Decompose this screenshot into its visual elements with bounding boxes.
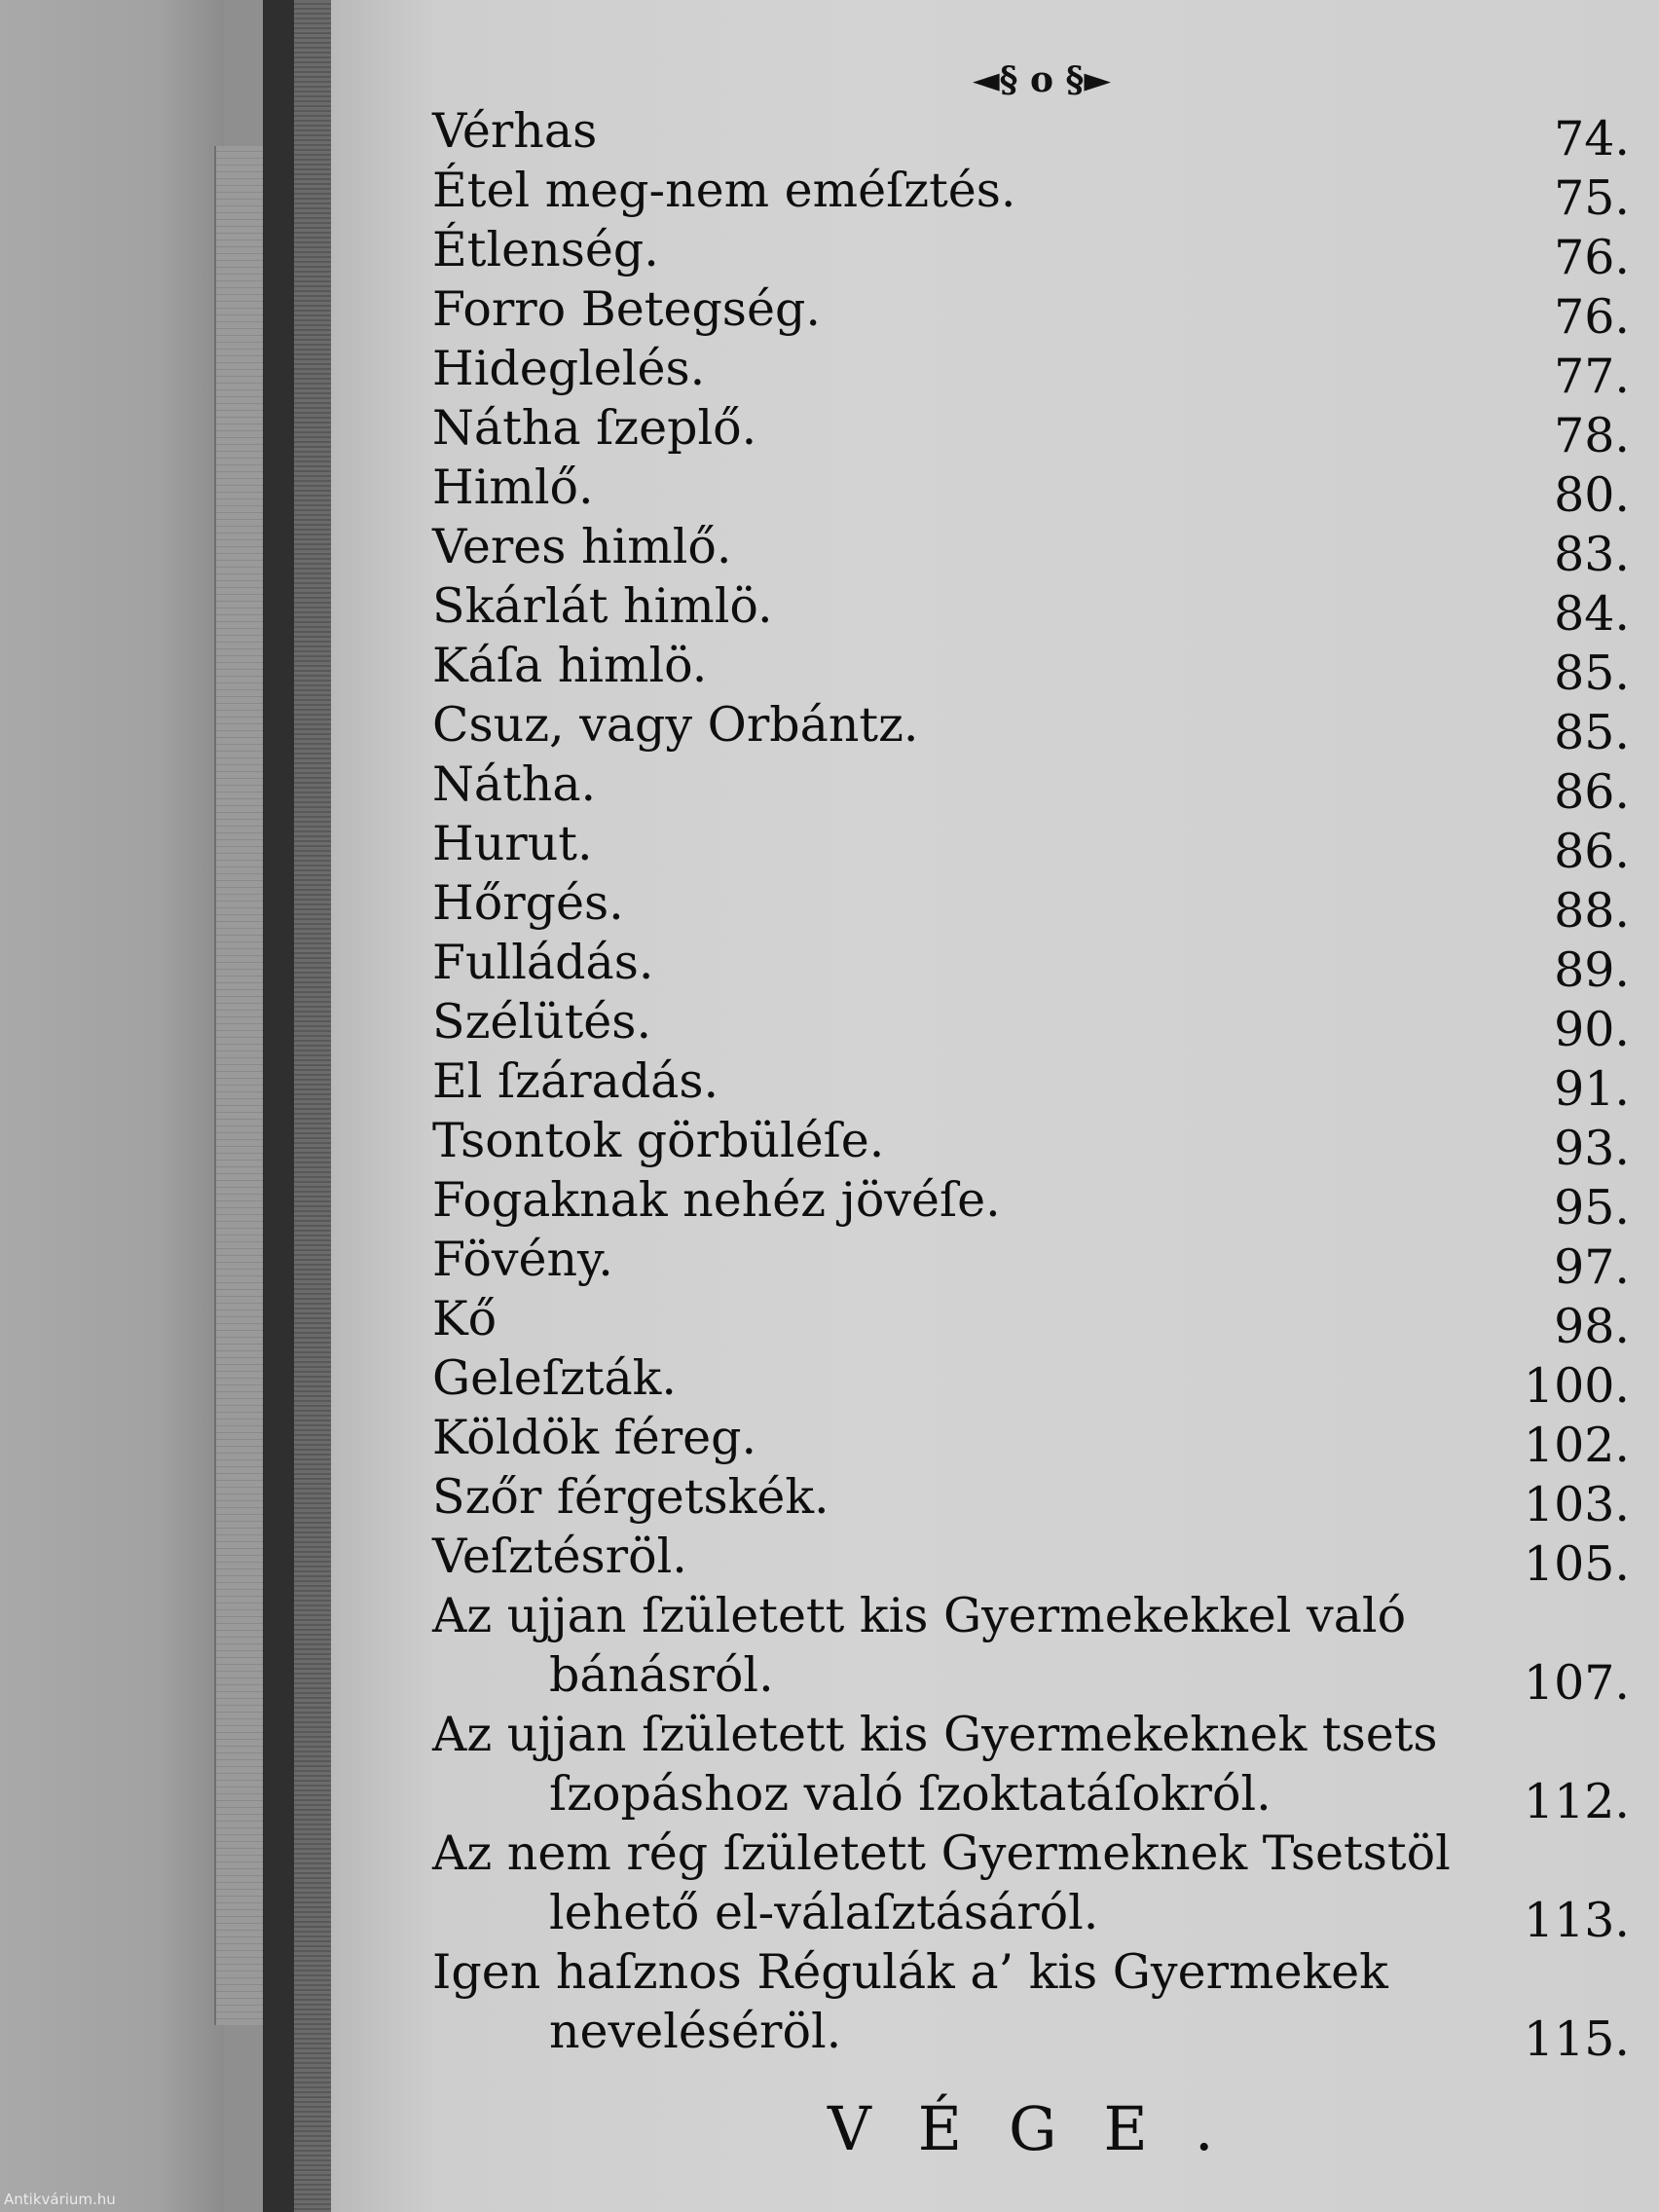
toc-entry-page: 91. [1554,1061,1630,1117]
toc-entry-page: 86. [1554,824,1630,879]
toc-entry-page: 84. [1554,586,1630,642]
toc-entry-title-continued: bánásról. [549,1647,774,1703]
toc-entry [432,339,1630,404]
toc-entry-title: Forro Betegség. [432,281,821,337]
toc-entry [432,458,1630,523]
toc-entry-page: 85. [1554,705,1630,760]
toc-entry-title-continued: neveléséröl. [549,2004,842,2059]
toc-entry-title: Veres himlő. [432,519,732,574]
toc-entry-title: Szélütés. [432,994,652,1050]
toc-entry [432,1348,1630,1414]
toc-entry [432,1051,1630,1117]
gutter-shadow [294,0,331,2212]
toc-entry-page: 75. [1554,170,1630,226]
toc-entry-title: El ſzáradás. [432,1053,719,1109]
toc-entry-title: Köldök féreg. [432,1410,757,1465]
watermark: Antikvárium.hu [4,2191,116,2208]
toc-entry-page: 88. [1554,883,1630,939]
toc-entry-title: Fulládás. [432,935,654,990]
toc-entry-title: Hideglelés. [432,341,706,396]
toc-entry-page: 95. [1554,1180,1630,1235]
toc-entry-page: 78. [1554,408,1630,463]
toc-entry-title: Skárlát himlö. [432,578,773,634]
toc-entry-title: Szőr férgetskék. [432,1469,830,1525]
toc-entry-page: 80. [1554,467,1630,523]
toc-entry-title: Étlenség. [432,222,659,277]
toc-entry [432,992,1630,1057]
toc-entry-title: Himlő. [432,460,594,515]
toc-entry-title: Az ujjan ſzületett kis Gyermekekkel való [432,1588,1407,1643]
table-of-contents [432,101,1630,2067]
toc-entry-multiline [432,1942,1630,2067]
toc-entry [432,220,1630,285]
toc-entry [432,1111,1630,1176]
toc-entry-title: Fogaknak nehéz jövéſe. [432,1172,1001,1228]
toc-entry-multiline [432,1705,1630,1829]
toc-entry-title: Nátha. [432,756,597,812]
left-page-edge [214,146,265,2025]
toc-entry-page: 77. [1554,349,1630,404]
toc-entry-page: 90. [1554,1002,1630,1057]
toc-entry-page: 85. [1554,645,1630,701]
page-ornament: ◄§ o §► [972,59,1112,100]
toc-entry-page: 89. [1554,942,1630,998]
toc-entry-page: 103. [1523,1477,1630,1532]
toc-entry-title: Tsontok görbüléſe. [432,1113,885,1168]
toc-entry-page: 76. [1554,230,1630,285]
toc-entry-title: Hőrgés. [432,875,624,931]
toc-entry-title: Veſztésröl. [432,1529,687,1584]
toc-entry-title: Vérhas [432,103,598,159]
toc-entry [432,1527,1630,1592]
toc-entry [432,755,1630,820]
toc-entry [432,1230,1630,1295]
toc-entry [432,279,1630,345]
toc-entry-page: 83. [1554,527,1630,582]
toc-entry-title: Kő [432,1291,498,1346]
toc-entry-page: 105. [1523,1536,1630,1592]
toc-entry-page: 113. [1523,1893,1630,1948]
toc-entry-multiline [432,1586,1630,1711]
toc-entry-page: 115. [1523,2011,1630,2067]
toc-entry [432,814,1630,879]
toc-entry [432,161,1630,226]
toc-entry-title: Fövény. [432,1232,613,1287]
toc-entry-page: 102. [1523,1418,1630,1473]
toc-entry [432,398,1630,463]
toc-entry-page: 112. [1523,1774,1630,1829]
toc-entry-title: Geleſzták. [432,1350,677,1406]
left-page [0,0,224,2212]
toc-entry-page: 74. [1554,111,1630,166]
toc-entry [432,1408,1630,1473]
toc-entry-page: 93. [1554,1121,1630,1176]
toc-entry-multiline [432,1824,1630,1948]
toc-entry [432,873,1630,939]
toc-entry-title-continued: ſzopáshoz való ſzoktatáſokról. [549,1766,1272,1822]
toc-entry-title: Nátha ſzeplő. [432,400,757,456]
toc-entry [432,576,1630,642]
toc-entry-page: 76. [1554,289,1630,345]
toc-entry [432,933,1630,998]
toc-entry-title-continued: lehető el-válaſztásáról. [549,1885,1099,1940]
toc-entry-title: Az nem rég ſzületett Gyermeknek Tsetstöl [432,1825,1451,1881]
toc-entry [432,695,1630,760]
toc-entry [432,1289,1630,1354]
toc-entry-title: Csuz, vagy Orbántz. [432,697,919,753]
toc-entry [432,1170,1630,1235]
end-word: VÉGE. [828,2093,1261,2164]
toc-entry-title: Étel meg-nem eméſztés. [432,163,1016,218]
toc-entry-page: 97. [1554,1239,1630,1295]
toc-entry-title: Igen haſznos Régulák a’ kis Gyermekek [432,1944,1388,2000]
toc-entry [432,636,1630,701]
toc-entry [432,517,1630,582]
book-gutter [263,0,294,2212]
toc-entry-page: 86. [1554,764,1630,820]
toc-entry-title: Az ujjan ſzületett kis Gyermekeknek tsets [432,1707,1438,1762]
toc-entry [432,101,1630,166]
toc-entry-page: 107. [1523,1655,1630,1711]
toc-entry [432,1467,1630,1532]
toc-entry-title: Káſa himlö. [432,638,708,693]
toc-entry-title: Hurut. [432,816,593,871]
toc-entry-page: 98. [1554,1299,1630,1354]
toc-entry-page: 100. [1523,1358,1630,1414]
